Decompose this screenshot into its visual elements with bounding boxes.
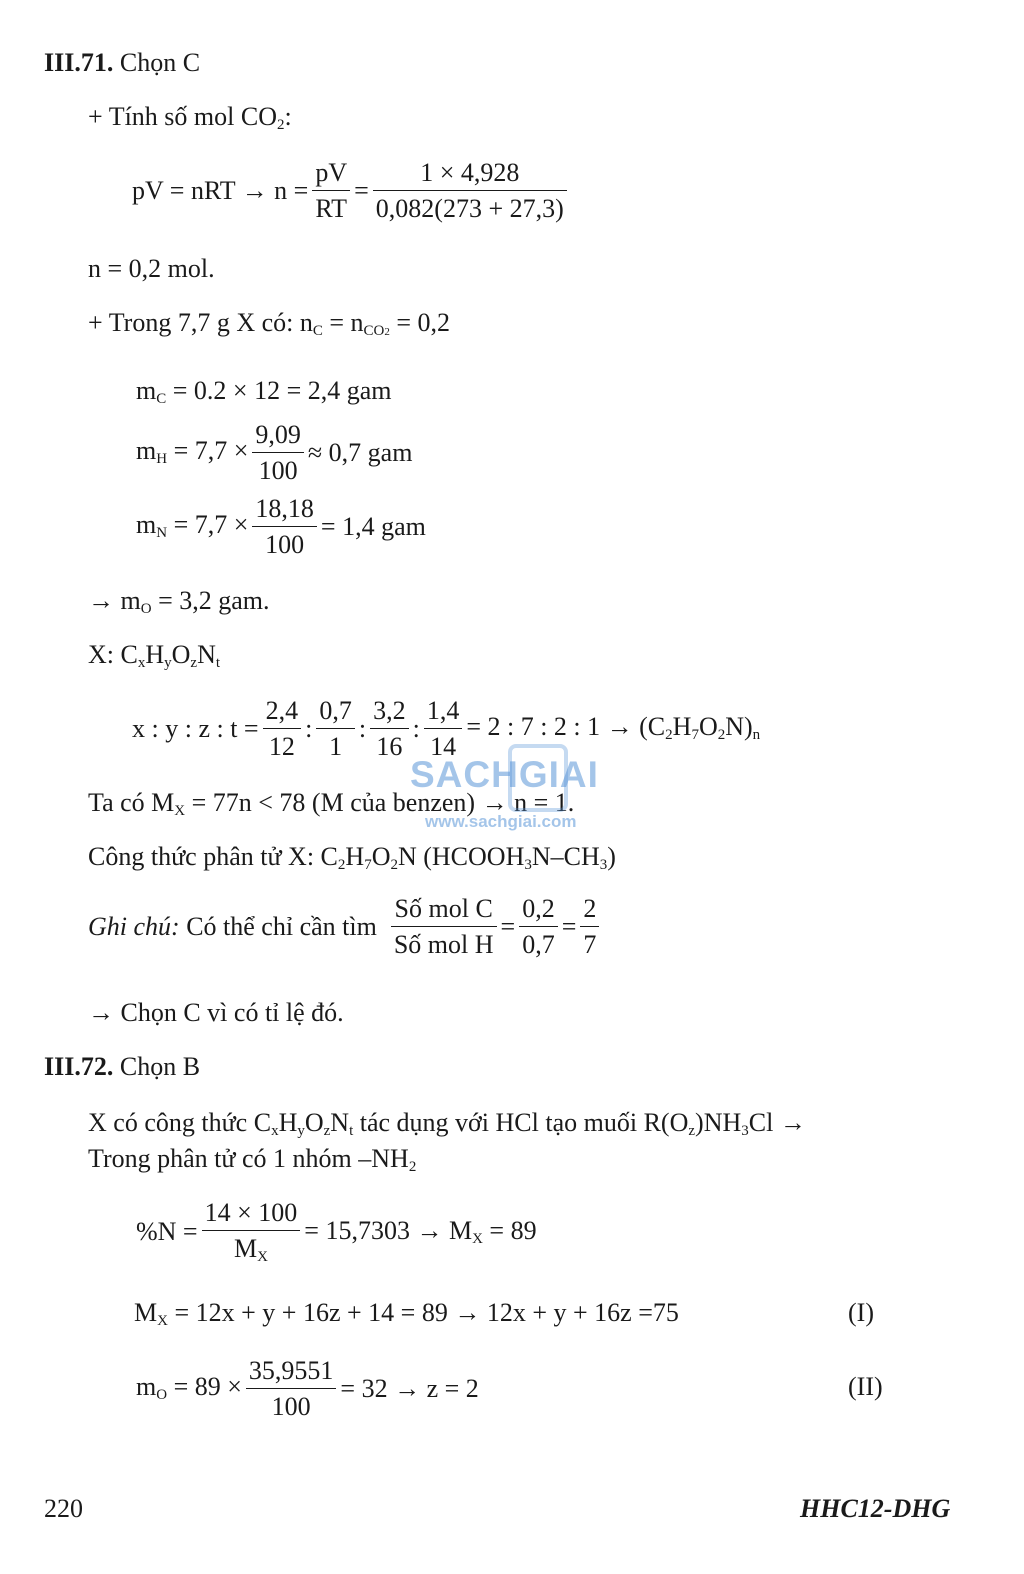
text: m [136, 376, 157, 405]
text: = 2 : 7 : 2 : 1 → (C [466, 712, 666, 742]
sub: N [156, 525, 168, 542]
pn-right [304, 1215, 537, 1247]
colon: : [358, 713, 367, 743]
eq: = [500, 911, 516, 941]
conclusion: → Chọn C vì có tỉ lệ đó. [88, 998, 344, 1027]
text: = 0,2 [389, 308, 451, 337]
sub: X [472, 1230, 483, 1247]
mh-right: ≈ 0,7 gam [307, 437, 413, 467]
sub: 7 [691, 727, 699, 744]
frac-den: 7 [583, 929, 597, 959]
text: )NH [695, 1108, 742, 1137]
frac-num: pV [312, 158, 350, 191]
ratio-right: = 2 : 7 : 2 : $1 \to (C_2H_7O_2N)_n$ [466, 712, 761, 744]
frac-num: 35,9551 [246, 1356, 337, 1389]
note-label: Ghi chú: [88, 911, 180, 941]
text: → m [88, 586, 141, 615]
text: Công thức phân tử X: C [88, 842, 338, 871]
mx-equation [134, 1300, 679, 1329]
n-result: n = 0,2 mol. [88, 254, 215, 283]
sub: 2 [408, 1159, 417, 1175]
fraction [391, 894, 497, 960]
sub: O [156, 1387, 168, 1404]
sub: x [271, 1123, 279, 1139]
frac-den: 16 [376, 731, 403, 761]
text: M [134, 1298, 158, 1327]
book-code: HHC12-DHG [800, 1494, 951, 1523]
fraction-pv-rt [312, 158, 350, 224]
mo-right: = 32 → z = 2 [340, 1373, 479, 1403]
tag-II: (II) [848, 1372, 883, 1401]
fraction [519, 894, 558, 960]
text: 2 [384, 326, 390, 338]
heading-choice: Chọn C [119, 48, 201, 77]
sub: x [137, 655, 146, 671]
heading-III-72 [44, 1054, 200, 1080]
text: X: C [88, 640, 138, 669]
step-carbon [88, 310, 450, 339]
fraction [580, 894, 599, 960]
equation-pv-nrt [132, 158, 571, 224]
frac-den: Số mol H [393, 929, 494, 959]
frac-num: 3,2 [370, 696, 409, 729]
percent-n-equation [136, 1198, 537, 1266]
sub: n [752, 727, 761, 744]
text: = 0.2 × 12 = 2,4 gam [166, 376, 392, 405]
heading-number: III.71. [44, 48, 114, 77]
sub: y [297, 1123, 305, 1139]
sub: 3 [741, 1123, 749, 1139]
text: = 89 [482, 1215, 537, 1245]
text: (HCOOH [416, 842, 525, 871]
fraction [316, 696, 355, 762]
frac-num: Số mol C [391, 894, 497, 927]
page-number: 220 [44, 1494, 83, 1523]
colon: : [412, 713, 420, 743]
fraction-values [373, 158, 567, 224]
frac-den: 100 [258, 455, 298, 485]
frac-num: 1,4 [424, 696, 463, 729]
text: = 15,7303 → M [304, 1215, 473, 1245]
frac-num: 18,18 [252, 494, 317, 527]
mass-oxygen [88, 588, 270, 617]
sub: 7 [364, 857, 372, 873]
text: CO [363, 323, 385, 339]
mn-right: = 1,4 gam [320, 511, 426, 541]
ratio-left: x : y : z : t = [132, 713, 259, 743]
mass-carbon [136, 378, 392, 407]
frac-den [202, 1231, 301, 1266]
frac-den: 12 [268, 731, 295, 761]
mass-nitrogen [136, 494, 426, 560]
s72-line2 [88, 1146, 416, 1175]
sub: C [156, 391, 167, 407]
fraction [202, 1198, 301, 1266]
text: Trong phân tử có 1 nhóm –NH [88, 1144, 409, 1173]
frac-num: 0,7 [316, 696, 355, 729]
text: = 7,7 × [167, 510, 249, 540]
sub: 3 [524, 857, 532, 873]
x-general-formula: X: $C_xH_yO_zN_t$ [88, 640, 221, 671]
eq: = [561, 911, 577, 941]
text: N–CH [531, 842, 600, 871]
text: = 12x + y + 16z + 14 = 89 → 12x + y + 16z =75 [167, 1298, 679, 1327]
fraction [252, 494, 317, 560]
frac-num: 1 × 4,928 [373, 158, 567, 191]
note-text: Có thể chỉ cần tìm [179, 911, 377, 941]
mo-equation [136, 1356, 479, 1422]
frac-den: RT [315, 193, 348, 223]
mo-label [136, 1374, 242, 1403]
text: M [233, 1233, 258, 1263]
heading-choice: Chọn B [119, 1052, 201, 1081]
text: m [136, 510, 157, 540]
watermark-title: SACHGIAI [410, 754, 599, 795]
text: X có công thức C [88, 1108, 272, 1137]
sub: 2 [276, 117, 285, 133]
sub-co2 [364, 323, 390, 339]
sub: y [164, 655, 172, 671]
sub: 2 [337, 857, 346, 873]
sub: z [190, 655, 198, 671]
sub: t [349, 1123, 354, 1139]
sub: C [312, 323, 323, 339]
pn-left: %N = [136, 1217, 198, 1247]
tag-I: (I) [848, 1298, 874, 1327]
heading-III-71 [44, 50, 200, 76]
sub: z [323, 1123, 331, 1139]
text: = n [322, 308, 364, 337]
text: m [136, 1372, 157, 1402]
step-mol-co2 [88, 104, 292, 133]
frac-den: 14 [430, 731, 457, 761]
text: = 77n < 78 (M của benzen) → n = 1. [185, 788, 575, 817]
sub: 2 [390, 857, 398, 873]
note-line [88, 894, 603, 960]
frac-den: 100 [271, 1391, 311, 1421]
text: + Trong 7,7 g X có: n [88, 308, 313, 337]
step-text: + Tính số mol CO [88, 102, 277, 131]
sub: 3 [599, 857, 608, 873]
heading-number: III.72. [44, 1052, 114, 1081]
sub: 2 [717, 727, 726, 744]
eq-mid: = [354, 175, 369, 205]
sub: H [156, 451, 168, 468]
mn-label [136, 512, 248, 541]
sub: t [215, 655, 221, 671]
fraction [252, 420, 304, 486]
text: = 3,2 gam. [151, 586, 270, 615]
text: Ta có M [88, 788, 175, 817]
frac-num: 2,4 [263, 696, 302, 729]
text: = 89 × [167, 1372, 242, 1402]
mass-hydrogen [136, 420, 412, 486]
sub: X [257, 1248, 268, 1265]
mh-label [136, 438, 248, 467]
sub: 2 [665, 727, 673, 744]
text: m [136, 436, 157, 466]
s72-line1: X có công thức $C_xH_yO_zN_t$ tác dụng với HCl tạo muối $R(O_z)NH_3Cl$ → [88, 1108, 806, 1139]
colon: : [305, 713, 313, 743]
text: ) [607, 842, 616, 871]
sub: X [157, 1313, 168, 1329]
frac-den: 100 [265, 529, 305, 559]
frac-den: 0,082(273 + 27,3) [375, 193, 564, 223]
sub: z [688, 1123, 696, 1139]
step-end: : [284, 102, 292, 131]
text: = 7,7 × [167, 436, 249, 466]
frac-num: 14 × 100 [202, 1198, 301, 1231]
text: tác dụng với HCl tạo muối R(O [353, 1108, 689, 1137]
text: Cl → [748, 1108, 806, 1137]
frac-num: 0,2 [519, 894, 558, 927]
watermark [400, 742, 630, 832]
watermark-url: www.sachgiai.com [425, 812, 577, 831]
frac-den: 1 [329, 731, 343, 761]
frac-num: 2 [580, 894, 599, 927]
sub: O [140, 601, 152, 617]
eq-left: pV = nRT → n = [132, 175, 309, 205]
sub: X [174, 803, 186, 819]
fraction [263, 696, 302, 762]
frac-num: 9,09 [252, 420, 304, 453]
molecular-formula: Công thức phân tử X: $C_2H_7O_2N$ $(HCOOH_3N-CH_3)$ [88, 842, 616, 873]
frac-den: 0,7 [522, 929, 555, 959]
fraction [246, 1356, 337, 1422]
